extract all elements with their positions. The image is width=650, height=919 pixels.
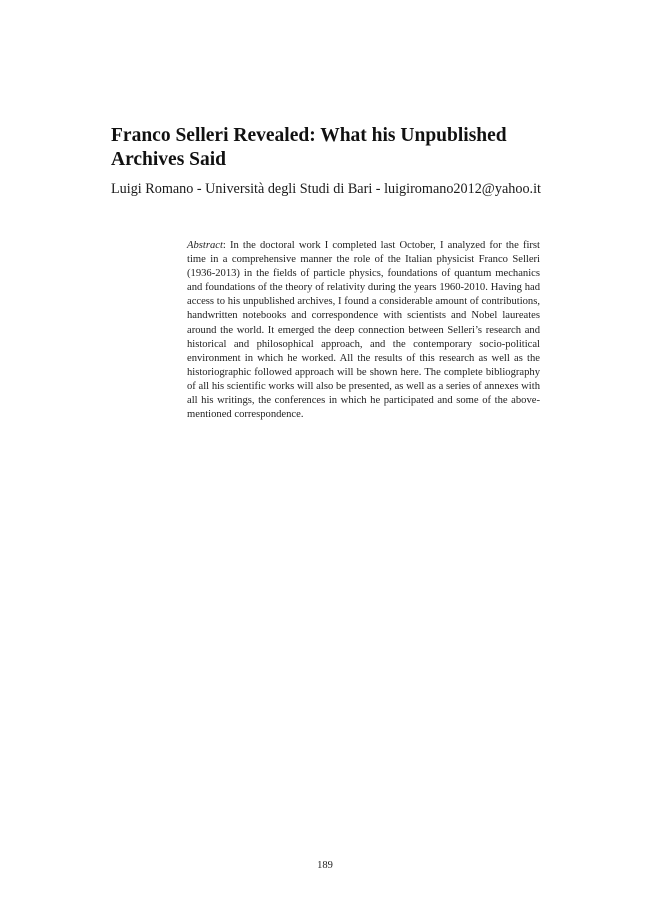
abstract xyxy=(187,239,540,422)
abstract-label: Abstract xyxy=(187,240,223,251)
paper-title: Franco Selleri Revealed: What his Unpublished Archives Said xyxy=(111,125,507,170)
abstract-text: In the doctoral work I completed last October, I analyzed for the first time in a comprehensive manner the role of the Italian physicist Franco Selleri (1936-2013) in the fields of particle physics, foundations of quantum mechanics and foundations of the theory of relativity during the years 1960-2010. Having had access to his unpublished archives, I found a considerable amount of contributions, handwritten notebooks and correspondence with scientists and Nobel laureates around the world. It emerged the deep connection between Selleri’s research and historical and philosophical approach, and the contemporary socio-political environment in which he worked. All the results of this research as well as the historiographic followed approach will be shown here. The complete bibliography of all his scientific works will also be presented, as well as a series of annexes with all his writings, the conferences in which he participated and some of the above-mentioned correspondence. xyxy=(187,240,541,421)
page-number: 189 xyxy=(317,860,333,871)
author-affiliation-email: Luigi Romano - Università degli Studi di Bari - luigiromano2012@yahoo.it xyxy=(111,181,541,197)
abstract-label-separator: : xyxy=(222,240,230,251)
